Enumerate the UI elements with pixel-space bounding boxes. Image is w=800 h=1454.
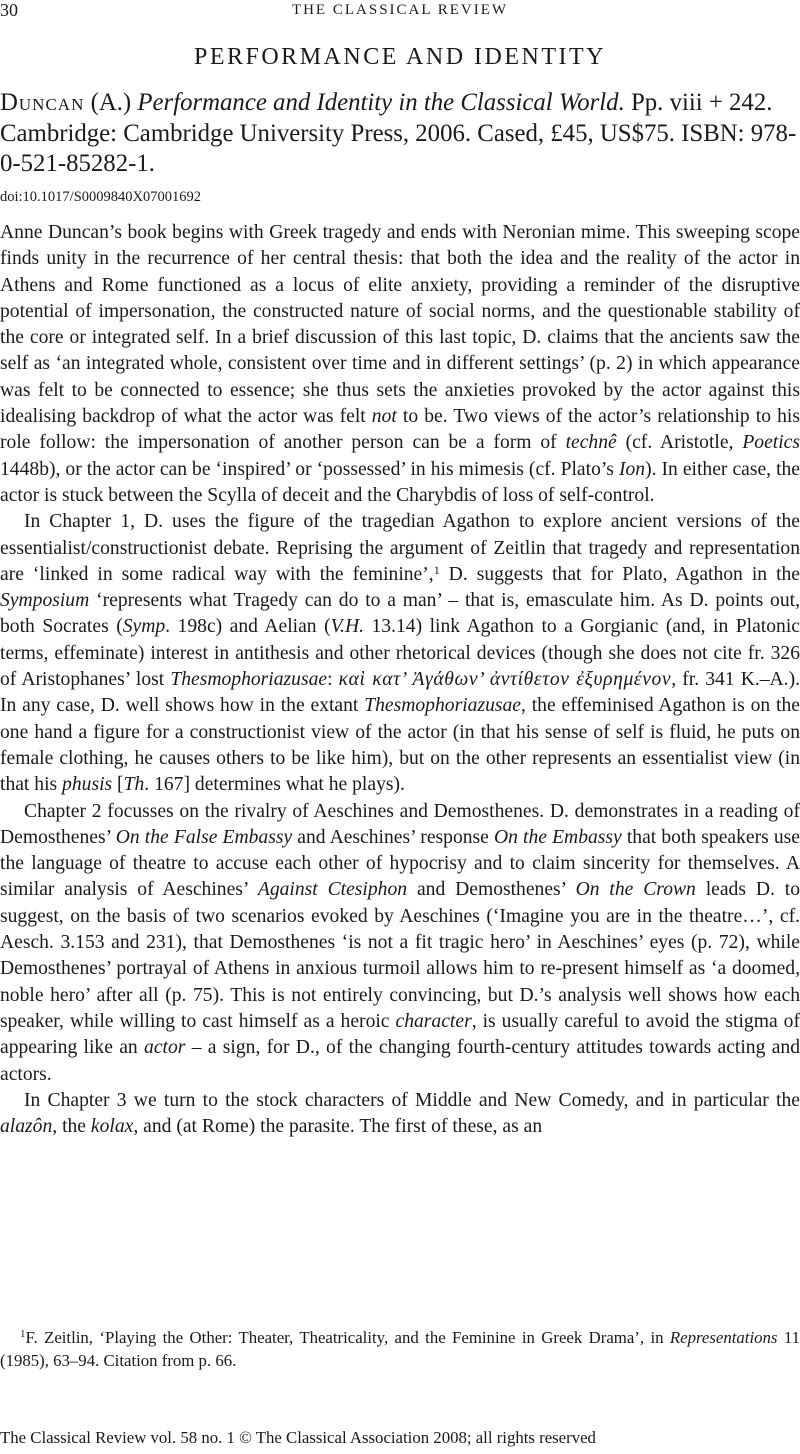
author-initial: (A.) [90, 89, 132, 116]
journal-title: THE CLASSICAL REVIEW [291, 2, 509, 18]
greek-quotation: καὶ κατ’ Ἀγάθων’ ἀντίθετον ἐξυρημένον [338, 669, 672, 691]
review-body [0, 220, 800, 1140]
paragraph-2: In Chapter 1, D. uses the figure of the tragedian Agathon to explore ancient versions of the essentialist/constructionist debate. Reprising the argument of Zeitlin that tragedy and representation are ‘linked in some radical way with the feminine’,$^1$ D. suggests that for Plato, Agathon in the Symposium ‘represents what Tragedy can do to a man’ – that is, emasculate him. As D. points out, both Socrates (Symp. 198c) and Aelian (V.H. 13.14) link Agathon to a Gorgianic (and, in Platonic terms, effeminate) interest in antithesis and other rhetorical devices (though she does not cite fr. 326 of Aristophanes’ lost Thesmophoriazusae: καὶ κατ’ Ἀγάθων’ ἀντίθετον ἐξυρημένον, fr. 341 K.–A.). In any case, D. well shows how in the extant Thesmophoriazusae, the effeminised Agathon is on the one hand a figure for a constructionist view of the actor (in that his sense of self is fluid, he puts on female clothing, he causes others to be like him), but on the other represents an essentialist view (in that his phusis [Th. 167] determines what he plays). [0, 511, 800, 796]
running-header [0, 0, 800, 24]
author-name: Duncan [0, 89, 85, 116]
paragraph-3: Chapter 2 focusses on the rivalry of Aeschines and Demosthenes. D. demonstrates in a reading of Demosthenes’ On the False Embassy and Aeschines’ response On the Embassy that both speakers use the language of theatre to accuse each other of hypocrisy and to claim sincerity for themselves. A similar analysis of Aeschines’ Against Ctesiphon and Demosthenes’ On the Crown leads D. to suggest, on the basis of two scenarios evoked by Aeschines (‘Imagine you are in the theatre…’, cf. Aesch. 3.153 and 231), that Demosthenes ‘is not a fit tragic hero’ in Aeschines’ eyes (p. 72), while Demosthenes’ portrayal of Athens in anxious turmoil allows him to re-present himself as ‘a doomed, noble hero’ after all (p. 75). This is not entirely convincing, but D.’s analysis well shows how each speaker, while willing to cast himself as a heroic character, is usually careful to avoid the stigma of appearing like an actor – a sign, for D., of the changing fourth-century attitudes towards acting and actors. [0, 800, 800, 1085]
bibliographic-entry [0, 88, 800, 180]
paragraph-4: In Chapter 3 we turn to the stock characters of Middle and New Comedy, and in particular the alazôn, the kolax, and (at Rome) the parasite. The first of these, as an [0, 1089, 800, 1138]
page-number: 30 [0, 0, 18, 20]
footnote: $^1$F. Zeitlin, ‘Playing the Other: Theater, Theatricality, and the Feminine in Greek Drama’, in Representations 11 (1985), 63–94. Citation from p. 66. [0, 1328, 800, 1370]
copyright-footer: The Classical Review vol. 58 no. 1 © The Classical Association 2008; all rights reserved [0, 1428, 596, 1447]
book-details: Pp. viii + 242. Cambridge: Cambridge University Press, 2006. Cased, £45, US$75. ISBN: 978-0-521-85282-1. [0, 89, 797, 178]
book-title: Performance and Identity in the Classical World. [137, 89, 625, 116]
footnote-mark: 1 [20, 1328, 26, 1340]
review-title: PERFORMANCE AND IDENTITY [193, 44, 606, 70]
doi: doi:10.1017/S0009840X07001692 [0, 189, 201, 205]
footnote-reference[interactable]: 1 [433, 562, 440, 577]
paragraph-1: Anne Duncan’s book begins with Greek tragedy and ends with Neronian mime. This sweeping scope finds unity in the recurrence of her central thesis: that both the idea and the reality of the actor in Athens and Rome functioned as a locus of elite anxiety, providing a reminder of the disruptive potential of impersonation, the constructed nature of social norms, and the questionable stability of the core or integrated self. In a brief discussion of this last topic, D. claims that the ancients saw the self as ‘an integrated whole, consistent over time and in different settings’ (p. 2) in which appearance was felt to be connected to essence; she thus sets the anxieties provoked by the actor against this idealising backdrop of what the actor was felt not to be. Two views of the actor’s relationship to his role follow: the impersonation of another person can be a form of technê (cf. Aristotle, Poetics 1448b), or the actor can be ‘inspired’ or ‘possessed’ in his mimesis (cf. Plato’s Ion). In either case, the actor is stuck between the Scylla of deceit and the Charybdis of loss of self-control. [0, 222, 800, 506]
